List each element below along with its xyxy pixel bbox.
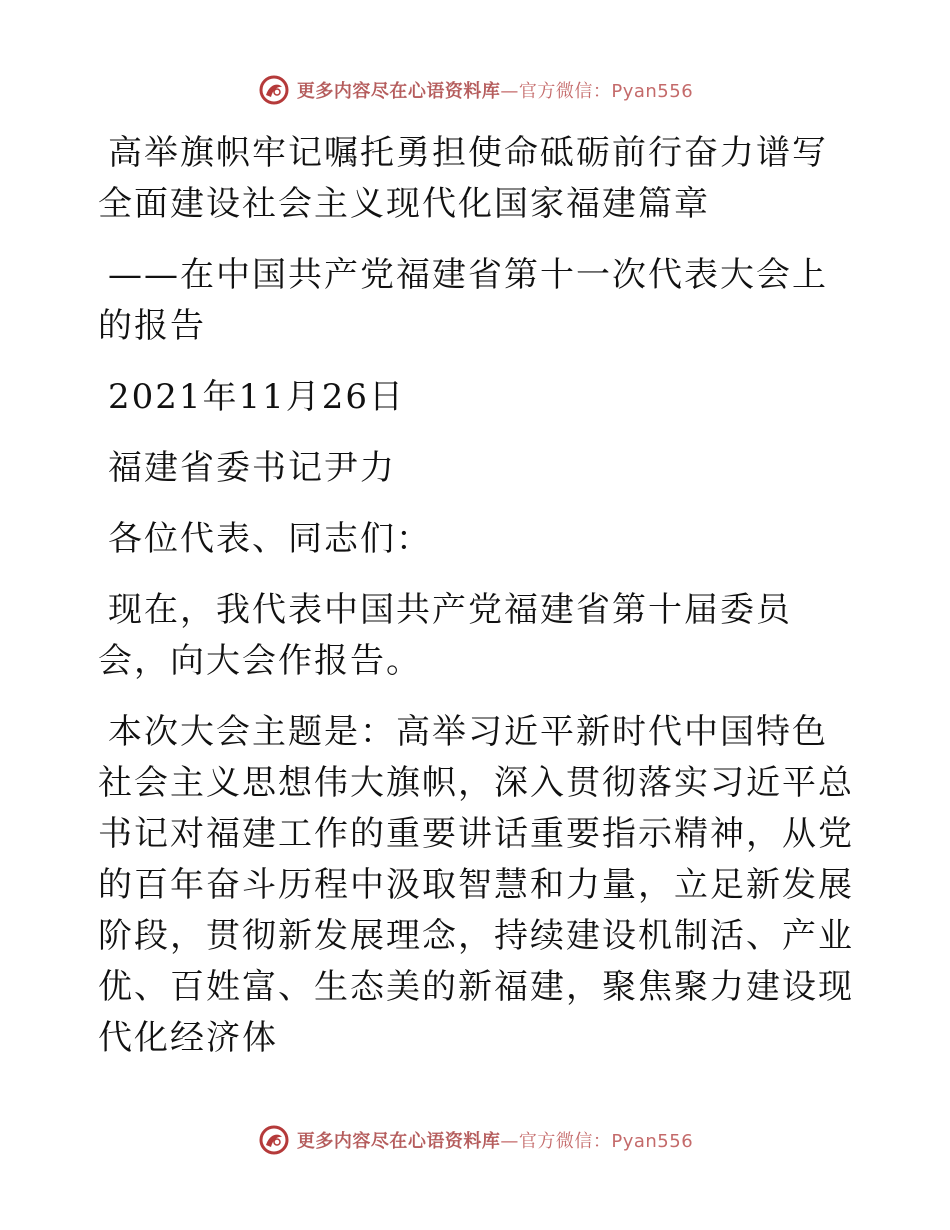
document-subtitle: ——在中国共产党福建省第十一次代表大会上的报告 (98, 255, 828, 346)
document-salutation: 各位代表、同志们： (108, 519, 432, 559)
header-watermark (0, 70, 950, 110)
red-swirl-logo-icon (257, 1123, 291, 1157)
watermark-text: 更多内容尽在心语资料库—官方微信：Pyan556 (296, 81, 694, 102)
document-title: 高举旗帜牢记嘱托勇担使命砥砺前行奋力谱写全面建设社会主义现代化国家福建篇章 (98, 133, 828, 224)
footer-watermark (0, 1120, 950, 1160)
body-paragraph: 本次大会主题是：高举习近平新时代中国特色社会主义思想伟大旗帜，深入贯彻落实习近平总书记对福建工作的重要讲话重要指示精神，从党的百年奋斗历程中汲取智慧和力量，立足新发展阶段，贯彻新发展理念，持续建设机制活、产业优、百姓富、生态美的新福建，聚焦聚力建设现代化经济体 (98, 712, 854, 1058)
document-date: 2021年11月26日 (108, 377, 406, 417)
red-swirl-logo-icon (257, 73, 291, 107)
document-body (98, 128, 858, 1084)
watermark-text: 更多内容尽在心语资料库—官方微信：Pyan556 (296, 1131, 694, 1152)
body-paragraph: 现在，我代表中国共产党福建省第十届委员会，向大会作报告。 (98, 590, 792, 681)
document-author: 福建省委书记尹力 (108, 448, 396, 488)
